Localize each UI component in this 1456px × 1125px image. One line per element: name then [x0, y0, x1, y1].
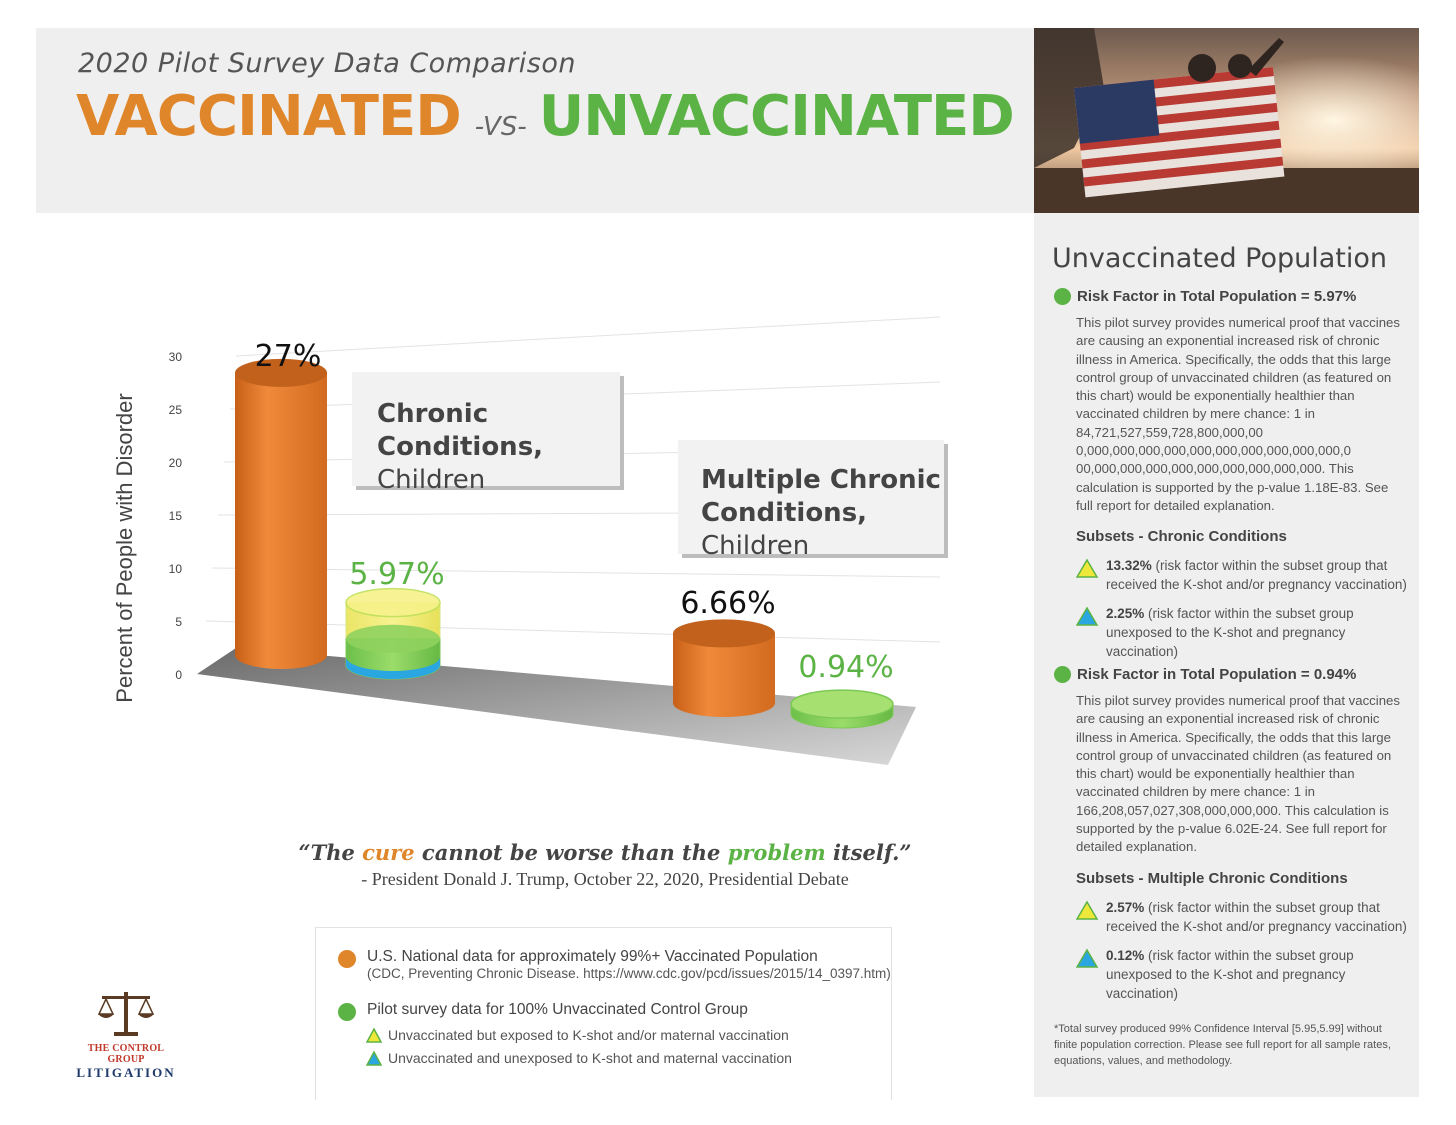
subset-value: 13.32% [1106, 558, 1152, 573]
children-with-american-flag-photo [1034, 28, 1419, 213]
control-group-logo [76, 988, 176, 1081]
quote-problem: problem [727, 840, 826, 865]
blue-triangle-icon [1076, 606, 1100, 626]
category-label-chronic-conditions [352, 372, 620, 495]
y-tick-label: 0 [175, 668, 182, 682]
risk-factor-label: Risk Factor in Total Population = 5.97% [1077, 288, 1357, 305]
yellow-triangle-icon [1076, 558, 1100, 578]
logo-line1: THE CONTROL GROUP [87, 1043, 165, 1065]
subset-item [1076, 556, 1411, 594]
subset-item [1076, 604, 1411, 661]
blue-triangle-icon [366, 1051, 382, 1066]
y-tick-label: 30 [168, 350, 182, 364]
legend-source: (CDC, Preventing Chronic Disease. https://www.cdc.gov/pcd/issues/2015/14_0397.htm) [367, 966, 891, 981]
category-label-bold: Multiple Chronic Conditions, [701, 465, 941, 528]
y-tick-label: 20 [168, 456, 182, 470]
legend-label: Pilot survey data for 100% Unvaccinated Control Group [367, 1001, 748, 1018]
gridline [236, 317, 940, 356]
logo-line2: LITIGATION [76, 1065, 176, 1080]
title-vs: -VS- [474, 112, 527, 142]
sidebar-panel [1034, 213, 1419, 1097]
subset-item [1076, 898, 1411, 936]
legend-item-unexposed [366, 1050, 792, 1066]
orange-dot-icon [338, 950, 356, 968]
data-label: 6.66% [680, 586, 776, 621]
subset-text: (risk factor within the subset group unexposed to the K-shot and pregnancy vaccination) [1106, 606, 1354, 659]
risk-factor-label: Risk Factor in Total Population = 0.94% [1077, 666, 1357, 683]
category-label-normal: Children [701, 531, 810, 561]
green-dot-icon [338, 1003, 356, 1021]
y-tick-label: 25 [168, 403, 182, 417]
subsets-heading: Subsets - Multiple Chronic Conditions [1076, 870, 1348, 887]
bar-unvaccinated [346, 589, 440, 679]
risk-factor-heading [1054, 288, 1356, 305]
risk-factor-description: This pilot survey provides numerical proof that vaccines are causing an exponential increased risk of chronic illness in America. Specifically, the odds that this large control group of unvaccinated children (as featured on this chart) would be exponentially healthier than vaccinated children by mere chance: 1 in 84,721,527,559,728,800,000,00 0,000,000,000,000,000,000,000,000,000,000,0 00,000,000,000,000,000,000,000,000,000. This calculation is supported by the p-value 1.18E-83. See full report for detailed explanation. [1076, 315, 1400, 513]
data-label: 5.97% [349, 557, 445, 592]
quote-text: “The [298, 840, 363, 865]
title-unvaccinated: UNVACCINATED [538, 84, 1014, 149]
legend-item-vaccinated [338, 948, 891, 981]
quote-text: itself.” [825, 840, 912, 865]
data-label: 27% [254, 339, 322, 374]
y-tick-label: 10 [168, 562, 182, 576]
quote-cure: cure [362, 840, 415, 865]
yellow-triangle-icon [366, 1028, 382, 1043]
bar-vaccinated [235, 359, 327, 669]
legend-item-exposed [366, 1027, 789, 1043]
subset-text: (risk factor within the subset group that received the K-shot and/or pregnancy vaccination) [1106, 558, 1407, 592]
risk-factor-heading [1054, 666, 1356, 683]
category-label-normal: Children [377, 465, 486, 495]
y-tick-label: 15 [168, 509, 182, 523]
yellow-triangle-icon [1076, 900, 1100, 920]
green-dot-icon [1054, 288, 1071, 305]
subset-item [1076, 946, 1411, 1003]
legend-item-unvaccinated [338, 1001, 748, 1021]
legend-label: Unvaccinated and unexposed to K-shot and maternal vaccination [388, 1050, 792, 1066]
subset-text: (risk factor within the subset group unexposed to the K-shot and pregnancy vaccination) [1106, 948, 1354, 1001]
title-vaccinated: VACCINATED [76, 84, 461, 149]
blue-triangle-icon [1076, 948, 1100, 968]
chart-legend [315, 927, 892, 1100]
y-tick-label: 5 [175, 615, 182, 629]
subset-value: 2.57% [1106, 900, 1145, 915]
quote [200, 840, 1010, 865]
y-axis-title: Percent of People with Disorder [112, 393, 137, 703]
sidebar-title: Unvaccinated Population [1052, 243, 1388, 274]
legend-label: U.S. National data for approximately 99%+ Vaccinated Population [367, 948, 818, 965]
category-label-multiple-chronic-conditions [678, 440, 944, 561]
quote-attribution: - President Donald J. Trump, October 22, 2020, Presidential Debate [361, 869, 849, 889]
bar-unvaccinated [791, 690, 893, 728]
bar-vaccinated [673, 619, 775, 717]
subsets-heading: Subsets - Chronic Conditions [1076, 528, 1287, 545]
subset-value: 2.25% [1106, 606, 1145, 621]
page-subtitle: 2020 Pilot Survey Data Comparison [78, 48, 576, 79]
subset-text: (risk factor within the subset group that received the K-shot and/or pregnancy vaccination) [1106, 900, 1407, 934]
footnote: *Total survey produced 99% Confidence Interval [5.95,5.99] without finite population correction. Please see full report for all sample rates, equations, values, and methodology. [1054, 1023, 1391, 1067]
data-label: 0.94% [798, 650, 894, 685]
category-label-bold: Chronic Conditions, [377, 399, 544, 462]
subset-value: 0.12% [1106, 948, 1145, 963]
quote-text: cannot be worse than the [414, 840, 728, 865]
green-dot-icon [1054, 666, 1071, 683]
legend-label: Unvaccinated but exposed to K-shot and/or maternal vaccination [388, 1027, 789, 1043]
scales-of-justice-icon [96, 988, 156, 1038]
risk-factor-description: This pilot survey provides numerical proof that vaccines are causing an exponential increased risk of chronic illness in America. Specifically, the odds that this large control group of unvaccinated children (as featured on this chart) would be exponentially healthier than vaccinated children by mere chance: 1 in 166,208,057,027,308,000,000,000. This calculation is supported by the p-value 6.02E-24. See full report for detailed explanation. [1076, 693, 1400, 855]
